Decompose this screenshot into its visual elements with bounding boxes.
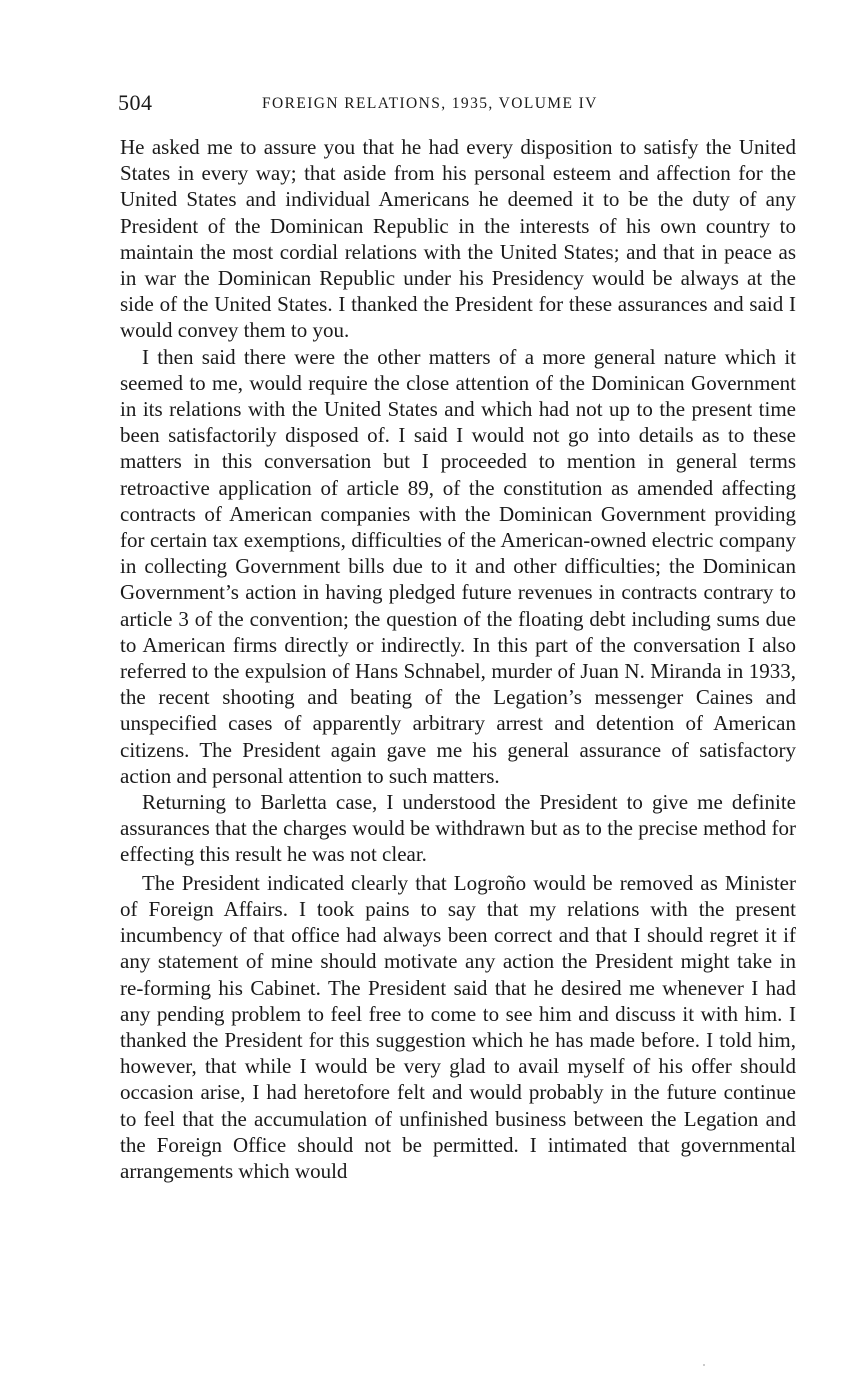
paragraph-logrono: The President indicated clearly that Logroño would be removed as Minister of Foreign Affairs. I took pains to say that my relations with the present incumbency of that office had always been correct and that I should regret it if any statement of mine should motivate any action the President might take in re-forming his Cabinet. The President said that he desired me whenever I had any pending problem to feel free to come to see him and discuss it with him. I thanked the President for this suggestion which he has made before. I told him, however, that while I would be very glad to avail myself of his offer should occasion arise, I had heretofore felt and would probably in the future continue to feel that the accumulation of unfinished business between the Legation and the Foreign Office should not be permitted. I intimated that governmental arrangements which would xyxy=(120,870,796,1183)
paragraph-barletta-case: Returning to Barletta case, I understood the President to give me definite assurances that the charges would be withdrawn but as to the precise method for effecting this result he was not clear. xyxy=(120,790,796,867)
paragraph-general-matters: I then said there were the other matters of a more general nature which it seemed to me, would require the close attention of the Dominican Government in its relations with the United States and which had not up to the present time been satisfactorily disposed of. I said I would not go into details as to these matters in this conversation but I proceeded to mention in general terms retroactive application of article 89, of the constitution as amended affecting contracts of American companies with the Dominican Government providing for certain tax exemptions, difficulties of the American-owned electric company in collecting Government bills due to it and other difficulties; the Dominican Government’s action in having pledged future revenues in contracts contrary to article 3 of the convention; the question of the floating debt including sums due to American firms directly or indirectly. In this part of the conversation I also referred to the expulsion of Hans Schnabel, murder of Juan N. Miranda in 1933, the recent shooting and beating of the Legation’s messenger Caines and unspecified cases of apparently arbitrary arrest and detention of American citizens. The President again gave me his general assurance of satisfactory action and personal attention to such matters. xyxy=(120,344,796,788)
running-head xyxy=(120,88,796,118)
scan-speck xyxy=(703,1364,705,1366)
page-number: 504 xyxy=(118,90,153,115)
running-title: FOREIGN RELATIONS, 1935, VOLUME IV xyxy=(262,95,598,112)
paragraph-assurance: He asked me to assure you that he had every disposition to satisfy the United States in every way; that aside from his personal esteem and affection for the United States and individual Americans he deemed it to be the duty of any President of the Dominican Republic in the interests of his own country to maintain the most cordial relations with the United States; and that in peace as in war the Dominican Republic under his Presidency would be always at the side of the United States. I thanked the President for these assurances and said I would convey them to you. xyxy=(120,135,796,343)
body-text xyxy=(120,134,796,1184)
document-page xyxy=(120,88,796,1184)
